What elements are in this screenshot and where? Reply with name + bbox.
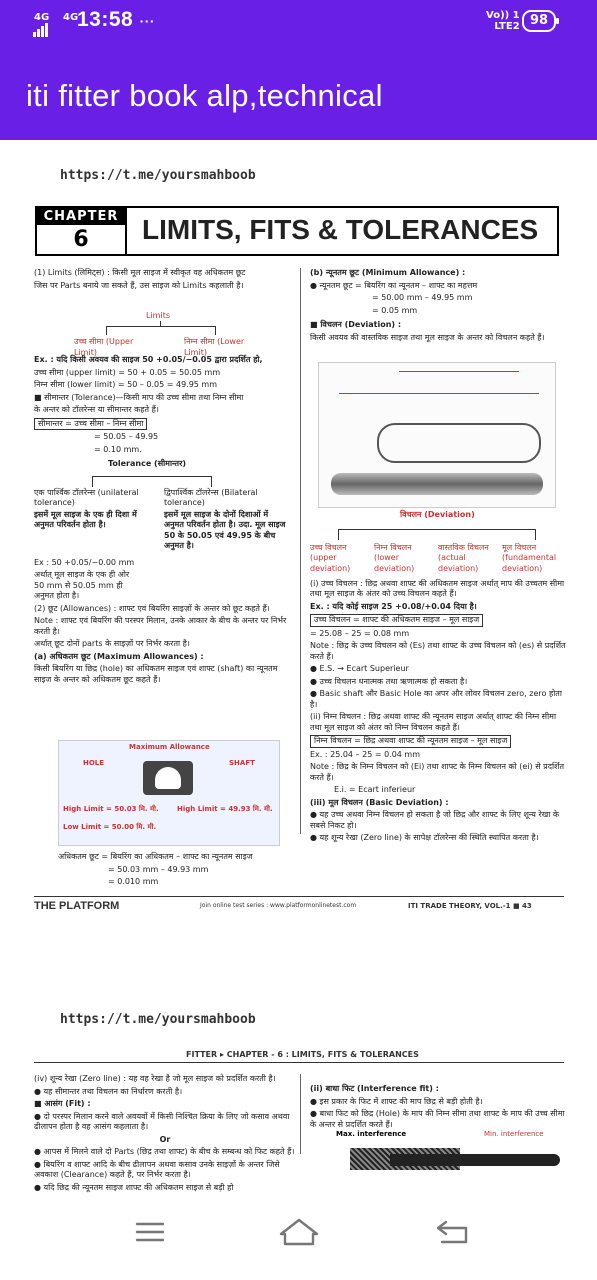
telegram-link-2[interactable]: https://t.me/yoursmahboob	[60, 1012, 256, 1027]
more-notifications-icon: ···	[139, 13, 156, 29]
fit-def: ● दो परस्पर मिलान करने वाले अवयवों में किसी निश्चित क्रिया के लिए जो कसाव अथवा ढीलापन होता है वह आसंग कहलाता है।	[34, 1111, 290, 1131]
deviation-tree-head: विचलन (Deviation)	[400, 510, 475, 519]
upper-deviation-def: (i) उच्च विचलन : छिद्र अथवा शाफ्ट की अधिकतम साइज अर्थात् माप की उच्चतम सीमा तथा मूल साइज के अंतर को उच्च विचलन कहते हैं।	[310, 578, 565, 598]
allowance-note: Note : शाफ्ट एवं बियरिंग की परस्पर मिलान, उनके आकार के बीच के अन्तर पर निर्भर करती है।	[34, 616, 287, 636]
limits-example: Ex. : यदि किसी अवयव की साइज 50 +0.05/−0.05 द्वारा प्रदर्शित हो,	[34, 355, 263, 364]
fundamental-deviation-node: मूल विचलन (fundamental deviation)	[502, 542, 557, 573]
back-button[interactable]	[424, 1212, 484, 1252]
allowance-note-2: अर्थात् छूट दोनों parts के साइज़ों पर निर्भर करता है।	[34, 639, 190, 648]
tol-calc-1: = 50.05 – 49.95	[94, 432, 159, 441]
chapter-title: LIMITS, FITS & TOLERANCES	[142, 214, 539, 245]
hole-drawing	[377, 423, 541, 463]
fit-def-3: ● बियरिंग व शाफ्ट आदि के बीच ढीलापन अथवा कसाव उनके साइज़ों के अन्तर जिसे अवकाश (Clearance) कहते हैं, पर निर्भर करता है।	[34, 1159, 280, 1179]
lower-limit-calc: निम्न सीमा (lower limit) = 50 – 0.05 = 49.95 mm	[34, 380, 218, 389]
fit-head: ■ आसंग (Fit) :	[34, 1099, 91, 1108]
upper-deviation-calc: = 25.08 – 25 = 0.08 mm	[310, 628, 410, 638]
min-allowance-head: (b) न्यूनतम छूट (Minimum Allowance) :	[310, 268, 466, 277]
signal-1-label: 4G	[34, 12, 50, 23]
tol-calc-2: = 0.10 mm.	[94, 444, 142, 454]
lower-deviation-example: Ex. : 25.04 – 25 = 0.04 mm	[310, 749, 421, 759]
tolerance-tree-head: Tolerance (सीमान्तर)	[108, 459, 186, 468]
dev-line-2	[339, 393, 539, 394]
or-label: Or	[159, 1134, 171, 1144]
fit-def-4: ● यदि छिद्र की न्यूनतम साइज शाफ्ट की अधिकतम साइज से बड़ी हो	[34, 1182, 234, 1192]
app-bar	[0, 44, 597, 140]
page2-left-column	[34, 1074, 296, 1195]
telegram-link[interactable]: https://t.me/yoursmahboob	[60, 168, 256, 183]
upper-limit-node: उच्च सीमा (Upper Limit)	[74, 337, 134, 357]
navigation-bar	[0, 1196, 597, 1280]
status-bar	[0, 0, 597, 44]
deviation-bullet-2: ● उच्च विचलन धनात्मक तथा ऋणात्मक हो सकता है।	[310, 676, 468, 686]
min-allowance-1: ● न्यूनतम छूट = बियरिंग का न्यूनतम – शाफ्ट का महत्तम	[310, 280, 478, 290]
basic-deviation-head: (iii) मूल विचलन (Basic Deviation) :	[310, 797, 449, 807]
footer-rule	[34, 896, 564, 897]
interference-bullet-2: ● बाधा फिट को छिद्र (Hole) के माप की निम्न सीमा तथा शाफ्ट के माप की उच्च सीमा के अन्तर से प्रदर्शित करते हैं।	[310, 1109, 565, 1129]
page2-column-divider	[300, 1074, 301, 1154]
hole-shape	[155, 767, 181, 789]
unilateral-example: Ex : 50 +0.05/−0.00 mm	[34, 557, 135, 567]
lower-deviation-node: निम्न विचलन (lower deviation)	[374, 542, 415, 573]
page2-header-rule	[34, 1062, 564, 1063]
footer-url: Join online test series : www.platformonlinetest.com	[200, 902, 357, 909]
home-button[interactable]	[269, 1212, 329, 1252]
network-status	[486, 10, 520, 32]
tolerance-def-2: के अन्तर को टॉलरेन्स या सीमान्तर कहते हैं।	[34, 405, 159, 414]
diagram-title: Maximum Allowance	[129, 743, 210, 751]
dev-line-1	[399, 371, 519, 372]
max-allowance-calc	[58, 852, 298, 890]
tolerance-def: ■ सीमान्तर (Tolerance)—किसी माप की उच्च सीमा तथा निम्न सीमा	[34, 392, 244, 402]
bilateral-desc: इसमें मूल साइज के दोनों दिशाओं में अनुमत परिवर्तन होता है। उदा. मूल साइज 50 के 50.05 एवं 49.95 के बीच अनुमत है।	[164, 509, 286, 550]
basic-deviation-2: ● यह शून्य रेखा (Zero line) के सापेक्ष टॉलरेन्स की स्थिति स्थापित करता है।	[310, 833, 539, 842]
dev-tree-connector	[338, 529, 536, 540]
interference-fit-head: (ii) बाधा फिट (Interference fit) :	[310, 1084, 439, 1093]
document-viewer[interactable]	[0, 140, 597, 1192]
zero-line-bullet: ● यह सीमान्तर तथा विचलन का निर्धारण करती है।	[34, 1086, 183, 1096]
tol-tree-connector	[92, 476, 212, 487]
shaft-high-limit: High Limit = 49.93 मि. मी.	[177, 805, 273, 813]
max-allowance-desc: किसी बियरिंग या छिद्र (hole) का अधिकतम साइज एवं शाफ्ट (shaft) का न्यूनतम साइज के अन्तर को अधिकतम छूट कहते हैं।	[34, 664, 278, 684]
lower-deviation-formula: निम्न विचलन = छिद्र अथवा शाफ्ट की न्यूनतम साइज – मूल साइज	[310, 735, 511, 748]
unilateral-desc: इसमें मूल साइज के एक ही दिशा में अनुमत परिवर्तन होता है।	[34, 509, 137, 529]
max-calc-1: अधिकतम छूट = बियरिंग का अधिकतम – शाफ्ट का न्यूनतम साइज	[58, 852, 253, 861]
signal-1-icon	[33, 18, 49, 32]
limits-def-1: (1) Limits (लिमिट्स) : किसी मूल साइज में स्वीकृत वह अधिकतम छूट	[34, 268, 246, 277]
battery-level: 98	[529, 13, 549, 28]
lower-limit-node: निम्न सीमा (Lower Limit)	[184, 337, 245, 357]
limits-tree	[34, 293, 294, 355]
upper-deviation-node: उच्च विचलन (upper deviation)	[310, 542, 351, 573]
max-allowance-diagram	[58, 740, 280, 846]
deviation-head: ■ विचलन (Deviation) :	[310, 320, 402, 329]
lower-deviation-def: (ii) निम्न विचलन : छिद्र अथवा शाफ्ट की न्यूनतम साइज अर्थात् शाफ्ट की निम्न सीमा तथा मूल साइज को अंतर को निम्न विचलन कहते हैं।	[310, 712, 557, 732]
hole-label: HOLE	[83, 759, 105, 767]
basic-deviation-1: ● यह उच्च अथवा निम्न विचलन हो सकता है जो छिद्र और शाफ्ट के लिए शून्य रेखा के सबसे निकट हो।	[310, 810, 560, 830]
clock	[77, 8, 155, 32]
chapter-label: CHAPTER	[37, 208, 125, 225]
chapter-title-box	[127, 206, 559, 256]
hole-low-limit: Low Limit = 50.00 मि. मी.	[63, 823, 157, 831]
home-icon	[269, 1237, 329, 1256]
battery-icon	[522, 10, 556, 32]
min-allowance-3: = 0.05 mm	[372, 305, 418, 315]
deviation-diagram	[318, 362, 556, 508]
chapter-number: 6	[73, 227, 89, 252]
upper-limit-calc: उच्च सीमा (upper limit) = 50 + 0.05 = 50.05 mm	[34, 367, 221, 377]
actual-deviation-node: वास्तविक विचलन (actual deviation)	[438, 542, 489, 573]
tree-connector	[106, 326, 216, 335]
shaft-label: SHAFT	[229, 759, 255, 767]
left-column	[34, 268, 294, 687]
right-column-2	[310, 510, 566, 846]
tolerance-formula: सीमान्तर = उच्च सीमा – निम्न सीमा	[34, 418, 147, 431]
max-calc-2: = 50.03 mm – 49.93 mm	[108, 864, 209, 874]
footer-page: ITI TRADE THEORY, VOL.-1 ■ 43	[408, 902, 532, 910]
shaft-shape	[390, 1154, 560, 1166]
hole-shaft-drawing	[143, 761, 193, 795]
menu-icon	[120, 1237, 180, 1256]
max-allowance-head: (a) अधिकतम छूट (Maximum Allowances) :	[34, 651, 204, 661]
upper-deviation-formula: उच्च विचलन = शाफ्ट की अधिकतम साइज – मूल साइज	[310, 614, 483, 627]
recent-apps-button[interactable]	[120, 1212, 180, 1252]
column-divider	[300, 268, 301, 834]
deviation-bullet-3: ● Basic shaft और Basic Hole का अपर और लोवर विचलन zero, zero होता है।	[310, 689, 562, 709]
shaft-drawing	[331, 473, 543, 495]
limits-tree-head: Limits	[146, 311, 170, 320]
min-allowance-2: = 50.00 mm – 49.95 mm	[372, 293, 473, 302]
interference-bullet-1: ● इस प्रकार के फिट में शाफ्ट की माप छिद्र से बड़ी होती है।	[310, 1096, 483, 1106]
clock-time: 13:58	[77, 8, 134, 31]
fit-def-2: ● आपस में मिलने वाले दो Parts (छिद्र तथा शाफ्ट) के बीच के सम्बन्ध को फिट कहते हैं।	[34, 1147, 295, 1156]
right-column	[310, 268, 566, 345]
upper-deviation-example: Ex. : यदि कोई साइज 25 +0.08/+0.04 दिया है।	[310, 601, 477, 611]
chapter-box	[35, 206, 127, 256]
app-title: iti fitter book alp,technical	[26, 78, 383, 113]
deviation-def: किसी अवयव की वास्तविक साइज तथा मूल साइज के अन्तर को विचलन कहते हैं।	[310, 332, 545, 342]
lte-label: LTE2	[494, 21, 520, 32]
bilateral-node: द्विपार्श्विक टॉलरेन्स (Bilateral tolerance)	[164, 487, 258, 507]
max-calc-3: = 0.010 mm	[108, 877, 159, 886]
page2-header: FITTER ▸ CHAPTER - 6 : LIMITS, FITS & TOLERANCES	[186, 1050, 419, 1059]
footer-brand: THE PLATFORM	[34, 900, 120, 912]
allowance-def: (2) छूट (Allowances) : शाफ्ट एवं बियरिंग साइज़ों के अन्तर को छूट कहते हैं।	[34, 603, 270, 613]
signal-2-label: 4G	[63, 12, 79, 23]
volte-label: Vo)) 1	[486, 10, 520, 21]
tree-stem	[160, 321, 161, 326]
unilateral-node: एक पार्श्विक टॉलरेन्स (unilateral tolerance)	[34, 487, 139, 507]
es-bullet: ● E.S. → Ecart Superieur	[310, 664, 409, 673]
hole-high-limit: High Limit = 50.03 मि. मी.	[63, 805, 159, 813]
upper-deviation-note: Note : छिद्र के उच्च विचलन को (Es) तथा शाफ्ट के उच्च विचलन को (es) से प्रदर्शित करते हैं।	[310, 641, 566, 661]
limits-def-2: जिस पर Parts बनाये जा सकते हैं, उस साइज को Limits कहलाती है।	[34, 280, 244, 290]
zero-line-def: (iv) शून्य रेखा (Zero line) : यह वह रेखा है जो मूल साइज को प्रदर्शित करती है।	[34, 1074, 276, 1083]
ei-line: E.i. = Ecart inferieur	[334, 785, 416, 794]
interference-diagram	[330, 1130, 560, 1170]
min-interference-label: Min. interference	[484, 1130, 544, 1138]
deviation-tree	[310, 523, 566, 579]
lower-deviation-note: Note : छिद्र के निम्न विचलन को (Ei) तथा शाफ्ट के निम्न विचलन को (ei) से प्रदर्शित करते हैं।	[310, 762, 565, 782]
page2-right-column	[310, 1084, 566, 1132]
tolerance-tree	[34, 472, 294, 550]
unilateral-example-2: अर्थात् मूल साइज के एक ही ओर 50 mm से 50.05 mm ही अनुमत होता है।	[34, 570, 130, 600]
back-icon	[424, 1237, 484, 1256]
max-interference-label: Max. interference	[336, 1130, 407, 1138]
